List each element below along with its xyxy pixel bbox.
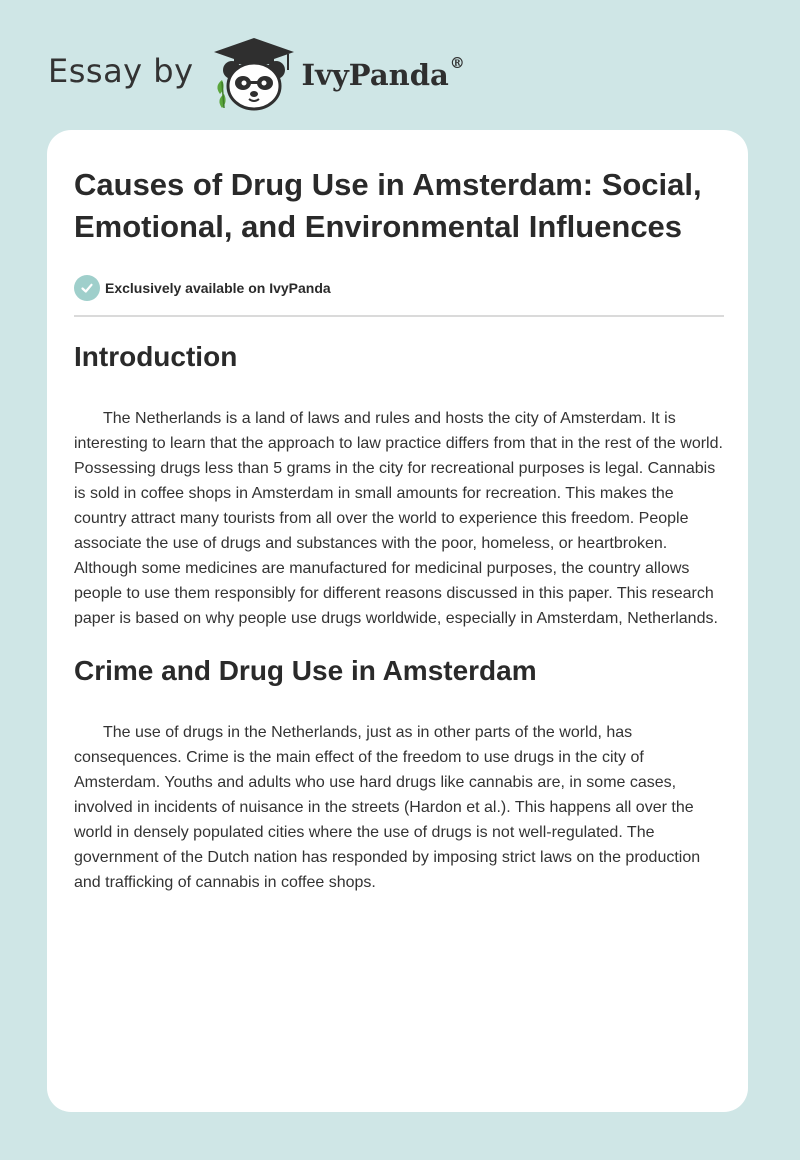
divider bbox=[74, 315, 724, 317]
badge-text: Exclusively available on IvyPanda bbox=[105, 280, 331, 296]
brand-prefix: Essay by bbox=[48, 52, 194, 90]
panda-logo-icon bbox=[210, 36, 298, 112]
site-logo[interactable] bbox=[48, 36, 465, 112]
page-title: Causes of Drug Use in Amsterdam: Social, Emotional, and Environmental Influences bbox=[74, 167, 702, 244]
section-paragraph-introduction: The Netherlands is a land of laws and rules and hosts the city of Amsterdam. It is interesting to learn that the approach to law practice differs from that in the rest of the world. Possessing drugs less than 5 grams in the city for recreational purposes is legal. Cannabis is sold in coffee shops in Amsterdam in small amounts for recreation. This makes the country attract many tourists from all over the world to experience this freedom. People associate the use of drugs and substances with the poor, homeless, or heartbroken. Although some medicines are manufactured for medicinal purposes, the country allows people to use them responsibly for different reasons discussed in this paper. This research paper is based on why people use drugs worldwide, especially in Amsterdam, Netherlands. bbox=[74, 410, 723, 627]
check-icon bbox=[74, 275, 100, 301]
section-heading-introduction: Introduction bbox=[74, 341, 238, 372]
essay-card bbox=[47, 130, 748, 1112]
brand-name: IvyPanda® bbox=[301, 54, 465, 92]
section-paragraph-crime: The use of drugs in the Netherlands, just as in other parts of the world, has consequences. Crime is the main effect of the freedom to use drugs in the city of Amsterdam. Youths and adults who use hard drugs like cannabis are, in some cases, involved in incidents of nuisance in the streets (Hardon et al.). This happens all over the world in densely populated cities where the use of drugs is not well-regulated. The government of the Dutch nation has responded by imposing strict laws on the production and trafficking of cannabis in coffee shops. bbox=[74, 724, 701, 891]
essay-content bbox=[74, 164, 724, 895]
exclusive-badge bbox=[74, 275, 724, 301]
section-heading-crime: Crime and Drug Use in Amsterdam bbox=[74, 655, 537, 686]
